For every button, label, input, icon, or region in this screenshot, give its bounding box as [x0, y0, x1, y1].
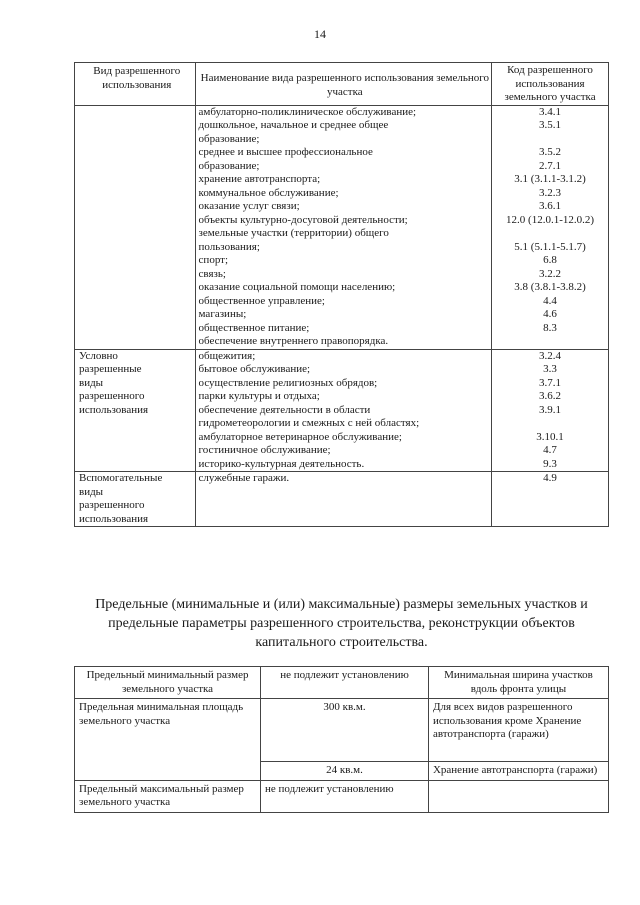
use-name: образование; [198, 159, 260, 172]
use-name: земельные участки (территории) общего [198, 227, 389, 239]
table-row [75, 667, 609, 699]
param-extra: Минимальная ширина участков вдоль фронта улицы [428, 667, 608, 699]
use-code: 9.3 [543, 457, 557, 470]
use-type-line: разрешенные [79, 363, 142, 375]
use-name-cell [195, 105, 492, 349]
use-name: оказание социальной помощи населению; [198, 281, 396, 293]
use-code-cell [492, 349, 609, 472]
param-value: не подлежит установлению [261, 667, 429, 699]
use-name: гостиничное обслуживание; [198, 444, 331, 456]
param-label: Предельный максимальный размер земельного участка [75, 780, 261, 812]
header-use-name: Наименование вида разрешенного использования земельного участка [195, 63, 492, 106]
use-code: 3.6.1 [539, 200, 562, 212]
use-code: 3.8 (3.8.1-3.8.2) [514, 281, 586, 293]
use-code-cell [492, 472, 609, 527]
use-code: 3.6.2 [539, 390, 562, 402]
header-use-code: Код разрешенного использования земельного участка [492, 63, 609, 106]
permitted-use-table [74, 62, 609, 527]
use-code: 4.6 [543, 308, 557, 320]
use-name: дошкольное, начальное и среднее общее [198, 119, 389, 131]
use-name: связь; [198, 267, 226, 280]
use-type-line: виды [79, 485, 104, 498]
use-code: 3.7.1 [539, 376, 562, 389]
use-type-line: виды [79, 376, 104, 389]
use-type-line: использования [79, 403, 149, 416]
use-name: общественное управление; [198, 294, 325, 307]
use-code [492, 335, 608, 349]
use-code: 3.2.3 [539, 186, 562, 199]
param-value: не подлежит установлению [261, 780, 429, 812]
use-code [492, 133, 608, 147]
use-code: 12.0 (12.0.1-12.0.2) [506, 213, 595, 226]
use-code: 3.3 [543, 363, 557, 375]
use-name: амбулаторное ветеринарное обслуживание; [198, 430, 402, 443]
use-type-cell [75, 472, 196, 527]
use-code: 2.7.1 [539, 159, 562, 172]
use-name: историко-культурная деятельность. [198, 457, 365, 470]
use-code: 4.9 [543, 472, 557, 484]
use-code: 3.2.2 [539, 267, 562, 280]
table-row [75, 472, 609, 527]
use-type-cell [75, 349, 196, 472]
use-name: обеспечение деятельности в области [198, 403, 371, 416]
use-code: 6.8 [543, 254, 557, 266]
use-code: 3.10.1 [536, 430, 564, 443]
use-name: общественное питание; [198, 321, 310, 334]
use-name: амбулаторно-поликлиническое обслуживание; [198, 105, 417, 118]
use-name: среднее и высшее профессиональное [198, 146, 373, 158]
use-name: хранение автотранспорта; [198, 173, 321, 185]
use-code: 3.9.1 [539, 403, 562, 416]
use-name-cell [195, 472, 492, 527]
use-code: 8.3 [543, 321, 557, 334]
use-code: 4.7 [543, 444, 557, 456]
param-empty [428, 780, 608, 812]
use-name: общежития; [198, 349, 256, 362]
use-name: коммунальное обслуживание; [198, 186, 339, 199]
use-name: пользования; [198, 240, 260, 253]
use-name: объекты культурно-досуговой деятельности; [198, 213, 408, 226]
table-row [75, 780, 609, 812]
parameters-table [74, 666, 609, 813]
table-row [75, 699, 609, 762]
use-code: 3.1 (3.1.1-3.1.2) [514, 173, 586, 185]
use-code: 3.4.1 [539, 105, 562, 118]
param-value: 300 кв.м. [261, 699, 429, 762]
use-code: 3.5.1 [539, 119, 562, 131]
table-row [75, 349, 609, 472]
use-type-line: использования [79, 512, 149, 525]
use-name: гидрометеорологии и смежных с ней областях; [198, 417, 420, 429]
section-heading: Предельные (минимальные и (или) максимальные) размеры земельных участков и предельные параметры разрешенного строительства, реконструкции объектов капитального строительства. [95, 597, 588, 650]
param-note: Хранение автотранспорта (гаражи) [428, 762, 608, 781]
param-label: Предельная минимальная площадь земельного участка [75, 699, 261, 781]
use-type-line: разрешенного [79, 499, 145, 511]
use-name: образование; [198, 132, 260, 145]
use-name: обеспечение внутреннего правопорядка. [198, 335, 389, 347]
param-value: 24 кв.м. [261, 762, 429, 781]
use-code [492, 227, 608, 241]
table-header-row [75, 63, 609, 106]
use-type-line: Условно [79, 349, 118, 362]
use-code [492, 417, 608, 431]
use-code: 5.1 (5.1.1-5.1.7) [514, 240, 586, 253]
use-name: служебные гаражи. [198, 472, 290, 484]
table-row [75, 105, 609, 349]
header-use-type: Вид разрешенного использования [75, 63, 196, 106]
use-code: 3.2.4 [539, 349, 562, 362]
use-name: бытовое обслуживание; [198, 363, 311, 375]
use-name: оказание услуг связи; [198, 200, 300, 212]
use-name-cell [195, 349, 492, 472]
use-type-line: Вспомогательные [79, 472, 163, 484]
use-code-cell [492, 105, 609, 349]
use-code: 4.4 [543, 294, 557, 307]
use-name: спорт; [198, 254, 229, 266]
use-name: осуществление религиозных обрядов; [198, 376, 378, 389]
use-name: парки культуры и отдыха; [198, 390, 320, 402]
use-code: 3.5.2 [539, 146, 562, 158]
use-type-cell [75, 105, 196, 349]
page-number: 14 [314, 27, 326, 41]
param-label: Предельный минимальный размер земельного участка [75, 667, 261, 699]
use-name: магазины; [198, 308, 247, 320]
param-note: Для всех видов разрешенного использования кроме Хранение автотранспорта (гаражи) [428, 699, 608, 762]
use-type-line: разрешенного [79, 390, 145, 402]
